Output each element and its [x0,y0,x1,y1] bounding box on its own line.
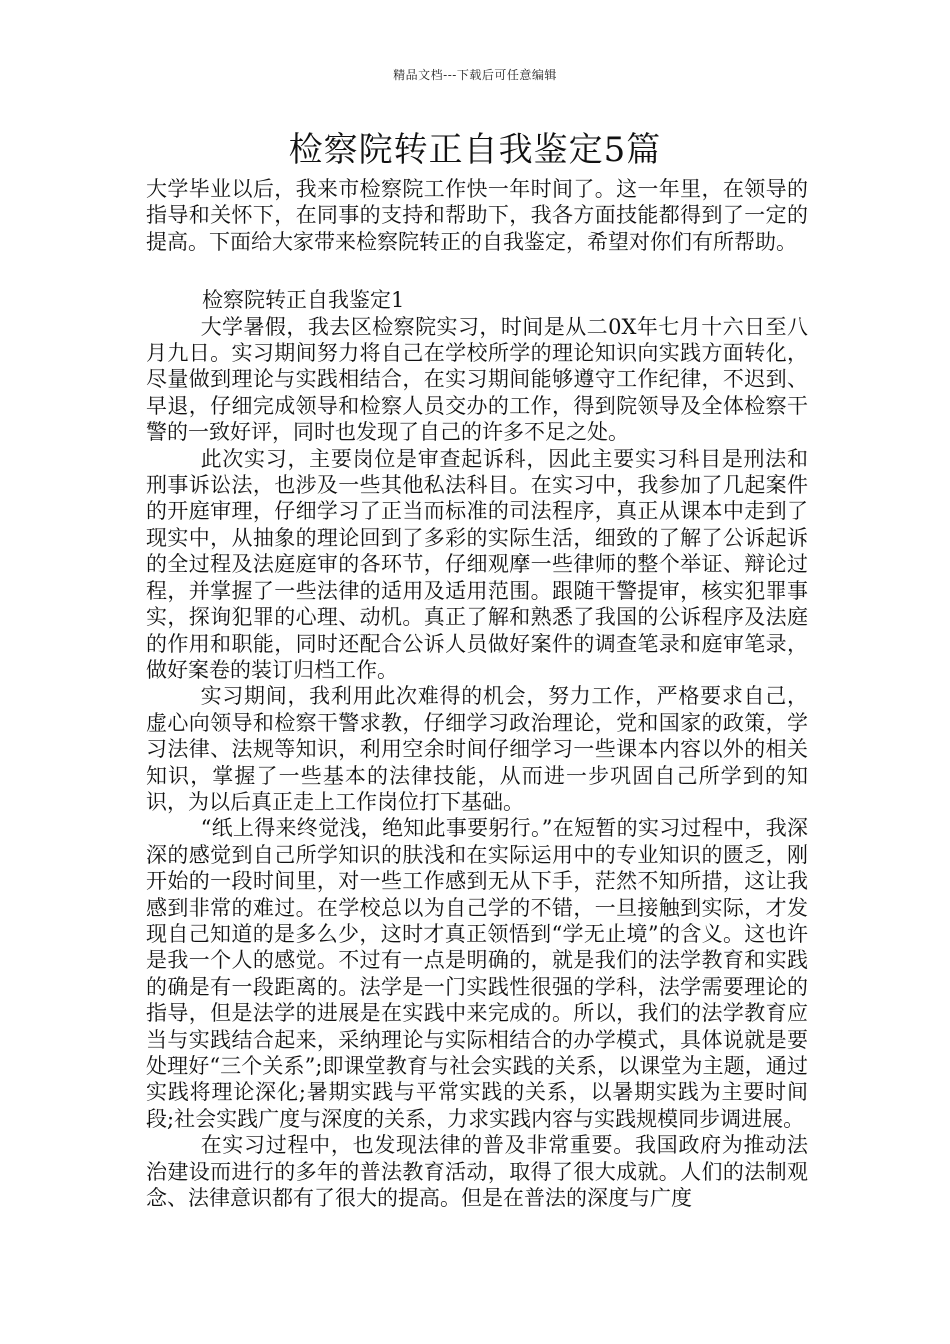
document-title: 检察院转正自我鉴定5篇 [288,130,662,170]
body-paragraph-1: 大学暑假，我去区检察院实习，时间是从二0X年七月十六日至八月九日。实习期间努力将自己在学校所学的理论知识向实践方面转化，尽量做到理论与实践相结合，在实习期间能够遵守工作纪律，不迟到、早退，仔细完成领导和检察人员交办的工作，得到院领导及全体检察干警的一致好评，同时也发现了自己的许多不足之处。 [146,314,808,445]
document-body [146,176,808,1211]
body-paragraph-3: 实习期间，我利用此次难得的机会，努力工作，严格要求自己，虚心向领导和检察干警求教，仔细学习政治理论，党和国家的政策，学习法律、法规等知识，利用空余时间仔细学习一些课本内容以外的相关知识，掌握了一些基本的法律技能，从而进一步巩固自己所学到的知识，为以后真正走上工作岗位打下基础。 [146,684,808,814]
page-header-note: 精品文档---下载后可任意编辑 [393,68,557,82]
body-paragraph-5: 在实习过程中，也发现法律的普及非常重要。我国政府为推动法治建设而进行的多年的普法教育活动，取得了很大成就。人们的法制观念、法律意识都有了很大的提高。但是在普法的深度与广度 [146,1133,808,1211]
section-heading: 检察院转正自我鉴定1 [202,288,405,313]
intro-paragraph: 大学毕业以后，我来市检察院工作快一年时间了。这一年里，在领导的指导和关怀下，在同事的支持和帮助下，我各方面技能都得到了一定的提高。下面给大家带来检察院转正的自我鉴定，希望对你们有所帮助。 [146,177,808,254]
body-paragraph-4: “纸上得来终觉浅，绝知此事要躬行。”在短暂的实习过程中，我深深的感觉到自己所学知识的肤浅和在实际运用中的专业知识的匮乏，刚开始的一段时间里，对一些工作感到无从下手，茫然不知所措，这让我感到非常的难过。在学校总以为自己学的不错，一旦接触到实际，才发现自己知道的是多么少，这时才真正领悟到“学无止境”的含义。这也许是我一个人的感觉。不过有一点是明确的，就是我们的法学教育和实践的确是有一段距离的。法学是一门实践性很强的学科，法学需要理论的指导，但是法学的进展是在实践中来完成的。所以，我们的法学教育应当与实践结合起来，采纳理论与实际相结合的办学模式，具体说就是要处理好“三个关系”;即课堂教育与社会实践的关系，以课堂为主题，通过实践将理论深化;暑期实践与平常实践的关系，以暑期实践为主要时间段;社会实践广度与深度的关系，力求实践内容与实践规模同步调进展。 [146,816,808,1131]
body-paragraph-2: 此次实习，主要岗位是审查起诉科，因此主要实习科目是刑法和刑事诉讼法，也涉及一些其他私法科目。在实习中，我参加了几起案件的开庭审理，仔细学习了正当而标准的司法程序，真正从课本中走到了现实中，从抽象的理论回到了多彩的实际生活，细致的了解了公诉起诉的全过程及法庭庭审的各环节，仔细观摩一些律师的整个举证、辩论过程，并掌握了一些法律的适用及适用范围。跟随干警提审，核实犯罪事实，探询犯罪的心理、动机。真正了解和熟悉了我国的公诉程序及法庭的作用和职能，同时还配合公诉人员做好案件的调查笔录和庭审笔录，做好案卷的装订归档工作。 [146,446,808,682]
